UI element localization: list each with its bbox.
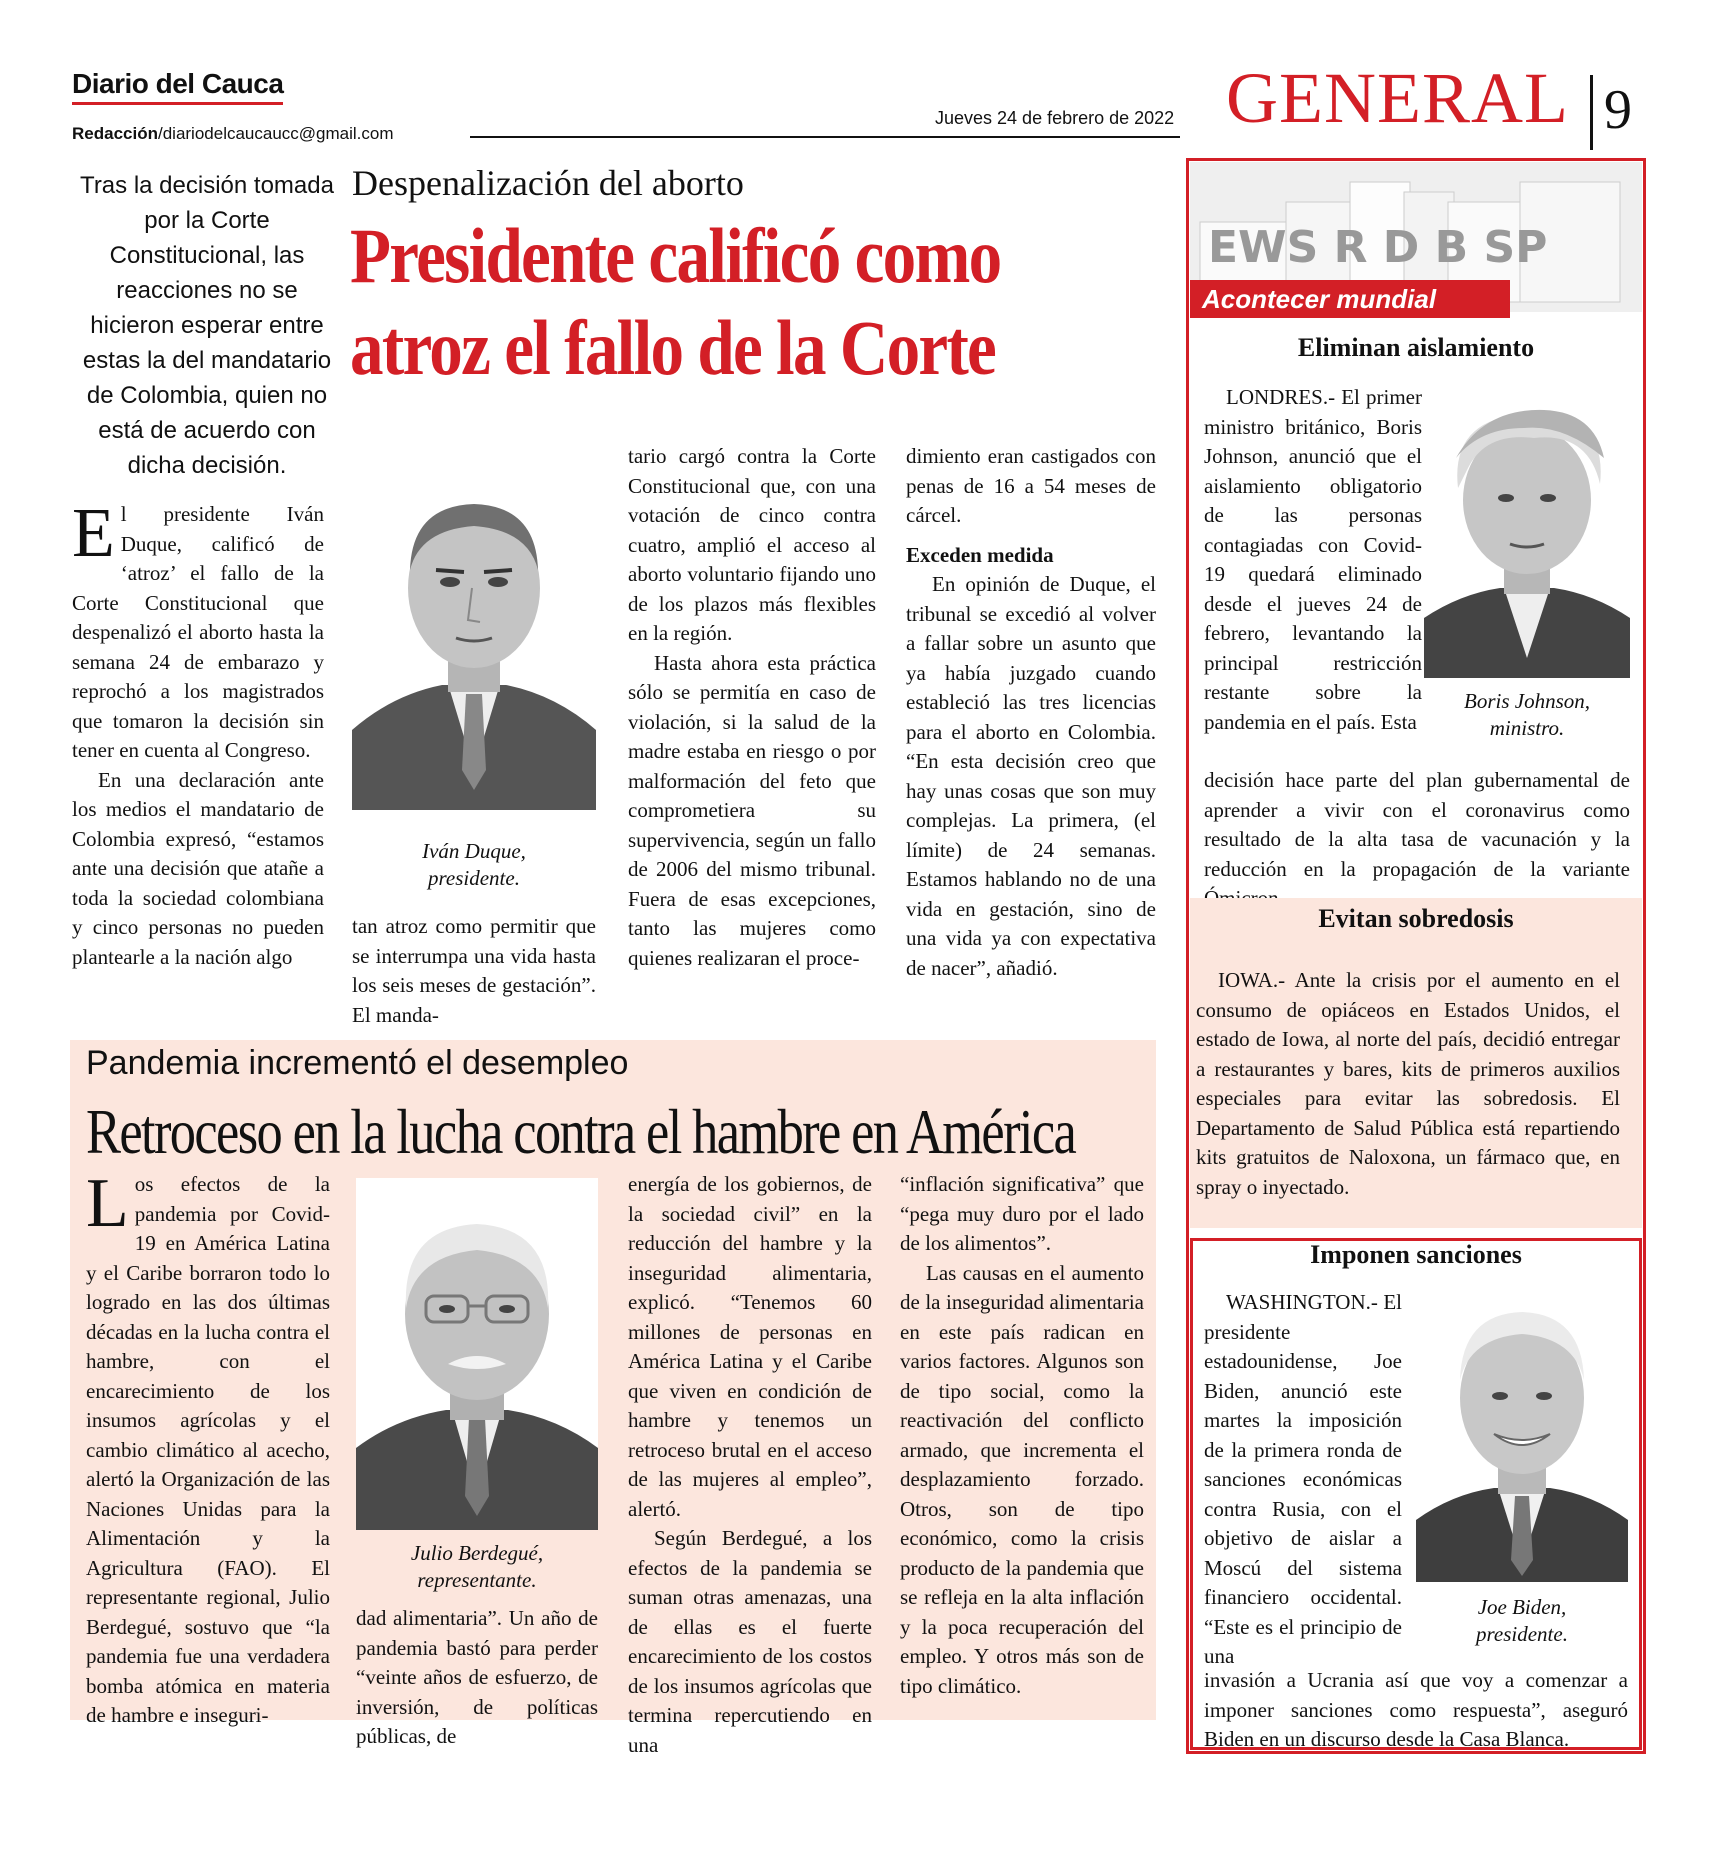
sidebar-item2-title: Evitan sobredosis xyxy=(1318,904,1514,933)
article1-col4-p1: dimiento eran castigados con penas de 16 a 54 meses de cárcel. xyxy=(906,444,1156,527)
sidebar-item1-text-cont: decisión hace parte del plan gubernamental de aprender a vivir con el coronavirus como resultado de la alta tasa de vacunación y la reducción en la propagación de la variante xyxy=(1204,768,1630,881)
article1-col1 xyxy=(72,495,324,972)
berdegue-photo xyxy=(356,1178,598,1530)
johnson-portrait-image xyxy=(1424,388,1630,678)
article1-col4 xyxy=(906,442,1156,983)
article1-kicker: Despenalización del aborto xyxy=(352,163,744,203)
section-divider xyxy=(1590,75,1593,150)
duque-caption xyxy=(352,838,596,892)
banner-letters: EWS R D B SP xyxy=(1208,222,1548,273)
duque-caption-role: presidente. xyxy=(428,866,520,890)
berdegue-caption-name: Julio Berdegué, xyxy=(410,1541,544,1565)
article1-col3-p2: Hasta ahora esta práctica sólo se permitía en caso de violación, si la salud de la madre estaba en riesgo o por malformación del feto que comprometiera su supervivencia, según un fallo de 2006 del mismo tribunal. Fuera de esas excepciones, tanto las mujeres como quienes realizaran el proce- xyxy=(628,650,876,970)
article2-col2 xyxy=(356,1604,598,1752)
berdegue-caption xyxy=(356,1540,598,1594)
berdegue-caption-role: representante. xyxy=(417,1568,537,1592)
header-rule xyxy=(470,136,1180,138)
article2-col4-p1: “inflación significativa” que “pega muy duro por el lado de los alimentos”. xyxy=(900,1172,1144,1255)
article2-col1 xyxy=(86,1165,330,1731)
biden-caption-role: presidente. xyxy=(1476,1622,1568,1646)
redaccion-label: Redacción xyxy=(72,124,158,143)
johnson-caption xyxy=(1424,688,1630,742)
article1-dropcap: E xyxy=(72,495,115,572)
sidebar-item2-text: IOWA.- Ante la crisis por el aumento en el consumo de opiáceos en Estados Unidos, el estado de Iowa, al norte del país, decidió entregar a restaurantes y bares, kits de primeros auxilios especiales para evitar las sobredosis. El Departamento de Salud Pública está repartiendo kits gratuitos de Naloxona, un fármaco que, en spray o inyectado. xyxy=(1196,968,1620,1199)
sidebar-item3-text: WASHINGTON.- El presidente estadounidense, Joe Biden, anunció este martes la imposición de la primera ronda de sanciones económicas contra Rusia, con el objetivo de aislar a Moscú del sistema financiero occidental. “Este es el principio de una xyxy=(1204,1290,1402,1668)
article1-headline-line2: atroz el fallo de la Corte xyxy=(350,304,996,391)
sidebar-banner-label: Acontecer mundial xyxy=(1190,280,1510,318)
biden-caption xyxy=(1416,1594,1628,1648)
duque-caption-name: Iván Duque, xyxy=(422,839,526,863)
article2-col4 xyxy=(900,1170,1144,1701)
article1-col3 xyxy=(628,442,876,973)
sidebar-item1-title: Eliminan aislamiento xyxy=(1297,333,1535,362)
sidebar-item3-title: Imponen sanciones xyxy=(1310,1240,1522,1269)
article2-col4-p2: Las causas en el aumento de la inseguridad alimentaria en este país radican en varios factores. Algunos son de tipo social, como la reactivación del conflicto armado, que incrementa el desplazamiento forzado. Otros, son de tipo económico, como la crisis producto de la pandemia que se refleja en la alta inflación y la poca recuperación del empleo. Y otros más son de tipo climático. xyxy=(900,1260,1144,1698)
article2-col3 xyxy=(628,1170,872,1760)
article1-headline xyxy=(350,210,1072,394)
redaccion-email: /diariodelcaucaucc@gmail.com xyxy=(157,124,394,143)
sidebar-item3-text-cont: invasión a Ucrania así que voy a comenzar a imponer sanciones como respuesta”, aseguró Biden en un discurso desde la Casa Blanca. xyxy=(1204,1668,1628,1751)
article2-col1-p1: os efectos de la pandemia por Covid-19 en América Latina y el Caribe borraron todo lo logrado en las dos últimas décadas en la lucha contra el hambre, con el encarecimiento de los insumos agrícolas y el cambio climático al acecho, alertó la Organización de las Naciones Unidas para la Alimentación y la Agricultura (FAO). El representante regional, Julio Berdegué, sostuvo que “la pandemia fue una verdadera bomba atómica en materia de hambre e inseguri- xyxy=(86,1172,330,1727)
sidebar-item1-text: LONDRES.- El primer ministro británico, Boris Johnson, anunció que el aislamiento obligatorio de las personas contagiadas con Covid-19 quedará eliminado desde el jueves 24 de febrero, levantando la principal restricción restante sobre la pandemia en el país. Esta xyxy=(1204,385,1422,734)
johnson-photo xyxy=(1424,388,1630,678)
duque-portrait-image xyxy=(352,470,596,810)
article1-col3-p1: tario cargó contra la Corte Constitucional que, con una votación de cinco contra cuatro, amplió el acceso al aborto voluntario fijando uno de los plazos más flexibles en la región. xyxy=(628,444,876,645)
issue-date: Jueves 24 de febrero de 2022 xyxy=(935,108,1175,128)
duque-photo xyxy=(352,470,596,810)
biden-portrait-image xyxy=(1416,1284,1628,1582)
article1-lead: Tras la decisión tomada por la Corte Constitucional, las reacciones no se hicieron esperar entre estas la del mandatario de Colombia, quien no está de acuerdo con dicha decisión. xyxy=(80,172,334,479)
biden-caption-name: Joe Biden, xyxy=(1477,1595,1567,1619)
masthead-logo: Diario del Cauca xyxy=(72,68,283,105)
article2-col2-p1: dad alimentaria”. Un año de pandemia bastó para perder “veinte años de esfuerzo, de inversión, de políticas públicas, de xyxy=(356,1606,598,1748)
berdegue-portrait-image xyxy=(356,1178,598,1530)
article2-dropcap: L xyxy=(86,1165,129,1242)
johnson-caption-name: Boris Johnson, xyxy=(1464,689,1590,713)
johnson-caption-role: ministro. xyxy=(1489,716,1565,740)
article1-col2-p1: tan atroz como permitir que se interrumpa una vida hasta los seis meses de gestación”. El manda- xyxy=(352,914,596,1027)
article1-col4-p2: En opinión de Duque, el tribunal se excedió al volver a fallar sobre un asunto que ya había juzgado cuando estableció las tres licencias para el aborto en Colombia. “En esta decisión creo que hay unas cosas que son muy complejas. La primera, (el límite) de 24 semanas. Estamos hablando no de una vida en gestación, sino de una vida ya con expectativa de nacer”, añadió. xyxy=(906,572,1156,980)
article2-kicker: Pandemia incrementó el desempleo xyxy=(86,1044,629,1082)
biden-photo xyxy=(1416,1284,1628,1582)
redaccion-line xyxy=(72,124,394,144)
article2-col3-p1: energía de los gobiernos, de la sociedad civil” en la reducción del hambre y la inseguridad alimentaria, explicó. “Tenemos 60 millones de personas en América Latina y el Caribe que viven en condición de hambre y tenemos un retroceso brutal en el acceso de las mujeres al empleo”, alertó. xyxy=(628,1172,872,1521)
page-number: 9 xyxy=(1604,79,1632,141)
article1-col1-p2: En una declaración ante los medios el mandatario de Colombia expresó, “estamos ante una decisión que atañe a toda la sociedad colombiana y cinco personas no pueden plantearle a la nación algo xyxy=(72,767,324,969)
article1-col2 xyxy=(352,912,596,1030)
section-title-text: GENERAL xyxy=(1226,58,1569,138)
article1-headline-line1: Presidente calificó como xyxy=(350,212,1001,299)
article1-col1-p1: l presidente Iván Duque, calificó de ‘atroz’ el fallo de la Corte Constitucional que despenalizó el aborto hasta la semana 24 de embarazo y reprochó a los magistrados que tomaron la decisión sin tener en cuenta al Congreso. xyxy=(72,502,324,762)
article2-headline: Retroceso en la lucha contra el hambre en América xyxy=(86,1096,1076,1167)
article2-col3-p2: Según Berdegué, a los efectos de la pandemia se suman otras amenazas, una de ellas es el fuerte encarecimiento de los costos de los insumos agrícolas que termina repercutiendo en una xyxy=(628,1526,872,1757)
article1-col4-subhead: Exceden medida xyxy=(906,542,1054,567)
section-title xyxy=(1226,58,1569,138)
